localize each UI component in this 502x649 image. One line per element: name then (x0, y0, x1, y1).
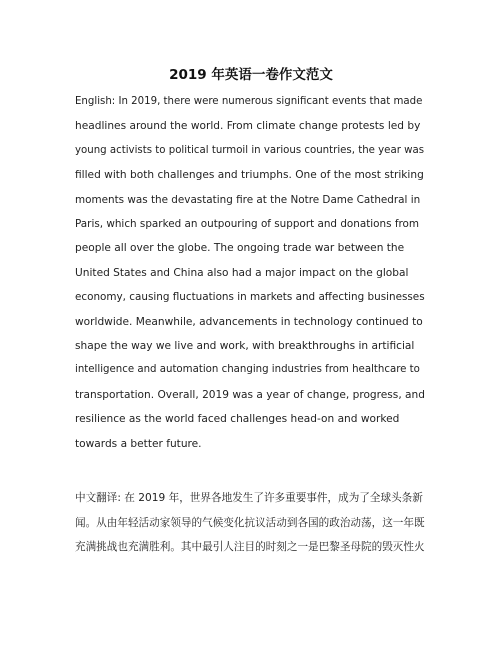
english-line: economy, causing fluctuations in markets and affecting businesses (75, 291, 425, 304)
chinese-line: 闻。从由年轻活动家领导的气候变化抗议活动到各国的政治动荡，这一年既 (75, 516, 425, 529)
chinese-paragraph (75, 486, 425, 560)
english-line: headlines around the world. From climate change protests led by (75, 120, 421, 133)
chinese-line: 充满挑战也充满胜利。其中最引人注目的时刻之一是巴黎圣母院的毁灭性火 (75, 541, 425, 553)
document-title: 2019 年英语一卷作文范文 (169, 67, 333, 83)
english-line: intelligence and automation changing industries from healthcare to (75, 364, 420, 376)
english-line: English: In 2019, there were numerous significant events that made (75, 96, 423, 107)
english-line: filled with both challenges and triumphs. One of the most striking (75, 169, 424, 182)
english-paragraph (75, 90, 425, 456)
english-line: young activists to political turmoil in various countries, the year was (75, 144, 425, 156)
english-line: transportation. Overall, 2019 was a year of change, progress, and (75, 388, 425, 401)
english-line: shape the way we live and work, with breakthroughs in artificial (75, 340, 415, 353)
english-line: United States and China also had a major impact on the global (75, 266, 409, 279)
english-line: towards a better future. (75, 437, 202, 450)
english-line: worldwide. Meanwhile, advancements in technology continued to (75, 315, 423, 328)
english-line: people all over the globe. The ongoing trade war between the (75, 242, 405, 255)
english-line: resilience as the world faced challenges head-on and worked (75, 413, 400, 426)
english-line: moments was the devastating fire at the Notre Dame Cathedral in (75, 193, 421, 206)
english-line: Paris, which sparked an outpouring of support and donations from (75, 218, 420, 231)
chinese-line: 中文翻译: 在 2019 年，世界各地发生了许多重要事件，成为了全球头条新 (75, 492, 423, 504)
